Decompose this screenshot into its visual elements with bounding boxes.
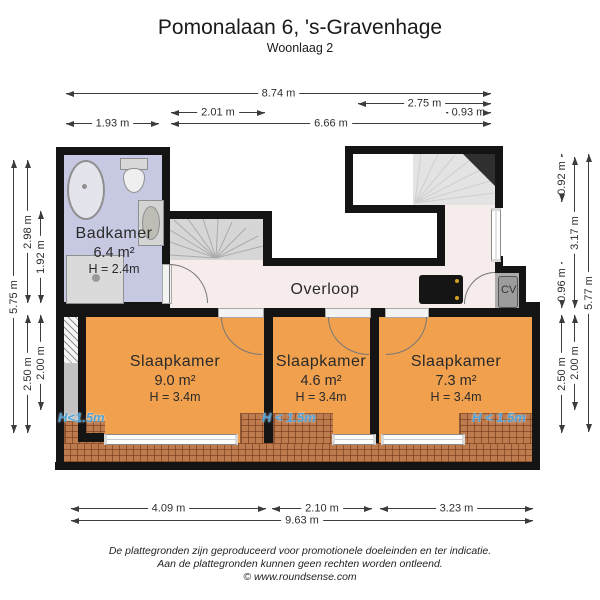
window [332,434,376,445]
wall [55,462,540,470]
footer-disclaimer-2: Aan de plattegronden kunnen geen rechten worden ontleend. [157,558,443,570]
wall [263,258,445,266]
room-label-slaapkamer1: Slaapkamer 9.0 m² H = 3.4m [129,353,221,405]
hatch-hinge [455,279,459,283]
window [491,208,501,262]
dimension-line [556,262,568,308]
hallway-floor-upper [445,205,495,260]
roof-band [63,443,532,462]
room-label-cv: CV [501,284,517,296]
wall [495,146,503,208]
dimension-label: 2.50 m [556,353,568,395]
dimension-line [22,160,34,303]
dimension-line [35,211,47,303]
wall [532,302,540,470]
dimension-label: 2.50 m [22,353,34,395]
dimension-line [569,315,581,410]
wall [345,146,353,213]
dimension-label: 2.01 m [197,106,239,118]
wall [162,211,272,219]
dimension-label: 2.98 m [22,211,34,253]
hatch-hinge [455,296,459,300]
dimension-line [8,160,20,433]
page-subtitle: Woonlaag 2 [266,41,334,55]
dimension-line [272,502,372,515]
dimension-line [556,154,568,202]
dimension-line [22,315,34,433]
dimension-line [71,502,266,515]
low-headroom-label: H < 1.5m [262,410,316,425]
dimension-line [358,97,491,110]
wall [56,308,540,317]
stairs-upper [413,154,495,205]
room-label-overloop: Overloop [290,281,360,298]
dimension-label: 0.96 m [556,264,568,306]
dimension-line [569,157,581,308]
room-label-badkamer: Badkamer 6.4 m² H = 2.4m [75,225,153,277]
stairs-winder [170,219,263,260]
footer-disclaimer-1: De plattegronden zijn geproduceerd voor promotionele doeleinden en ter indicatie. [108,545,492,557]
wall [437,205,445,266]
dimension-label: 1.93 m [92,117,134,129]
dimension-line [556,315,568,433]
dimension-label: 2.75 m [404,97,446,109]
wall [345,205,445,213]
dimension-line [66,87,491,100]
wall [78,433,104,442]
wall [56,310,64,470]
dimension-label: 9.63 m [281,514,323,526]
dimension-label: 2.00 m [569,342,581,384]
bathtub-drain [82,184,87,189]
dimension-label: 8.74 m [258,87,300,99]
wall [56,147,170,155]
dimension-line [380,502,533,515]
footer-copyright: © www.roundsense.com [243,571,357,583]
low-headroom-label: H < 1.5m [472,410,526,425]
bathtub [67,160,105,220]
dimension-line [35,315,47,410]
dimension-line [66,117,159,130]
dimension-line [71,514,533,527]
room-label-slaapkamer2: Slaapkamer 4.6 m² H = 3.4m [275,353,367,405]
low-headroom-label: H<1.5m [58,410,105,425]
dimension-label: 3.17 m [569,212,581,254]
dimension-line [583,154,595,432]
dimension-label: 3.23 m [436,502,478,514]
dimension-line [171,106,265,119]
dimension-label: 5.77 m [583,272,595,314]
dimension-label: 1.92 m [35,236,47,278]
dimension-line [171,117,491,130]
dimension-label: 2.10 m [301,502,343,514]
window [104,434,238,445]
dimension-label: 5.75 m [8,276,20,318]
room-label-slaapkamer3: Slaapkamer 7.3 m² H = 3.4m [410,353,502,405]
dimension-label: 0.93 m [448,106,490,118]
dimension-label: 6.66 m [310,117,352,129]
sloped-ceiling-hatch [64,317,78,363]
page-title: Pomonalaan 6, 's-Gravenhage [157,16,443,39]
dimension-label: 0.92 m [556,157,568,199]
dimension-line [446,106,491,119]
wall [345,146,503,154]
dimension-label: 2.00 m [35,342,47,384]
dimension-label: 4.09 m [148,502,190,514]
window [381,434,465,445]
wall [56,147,64,310]
